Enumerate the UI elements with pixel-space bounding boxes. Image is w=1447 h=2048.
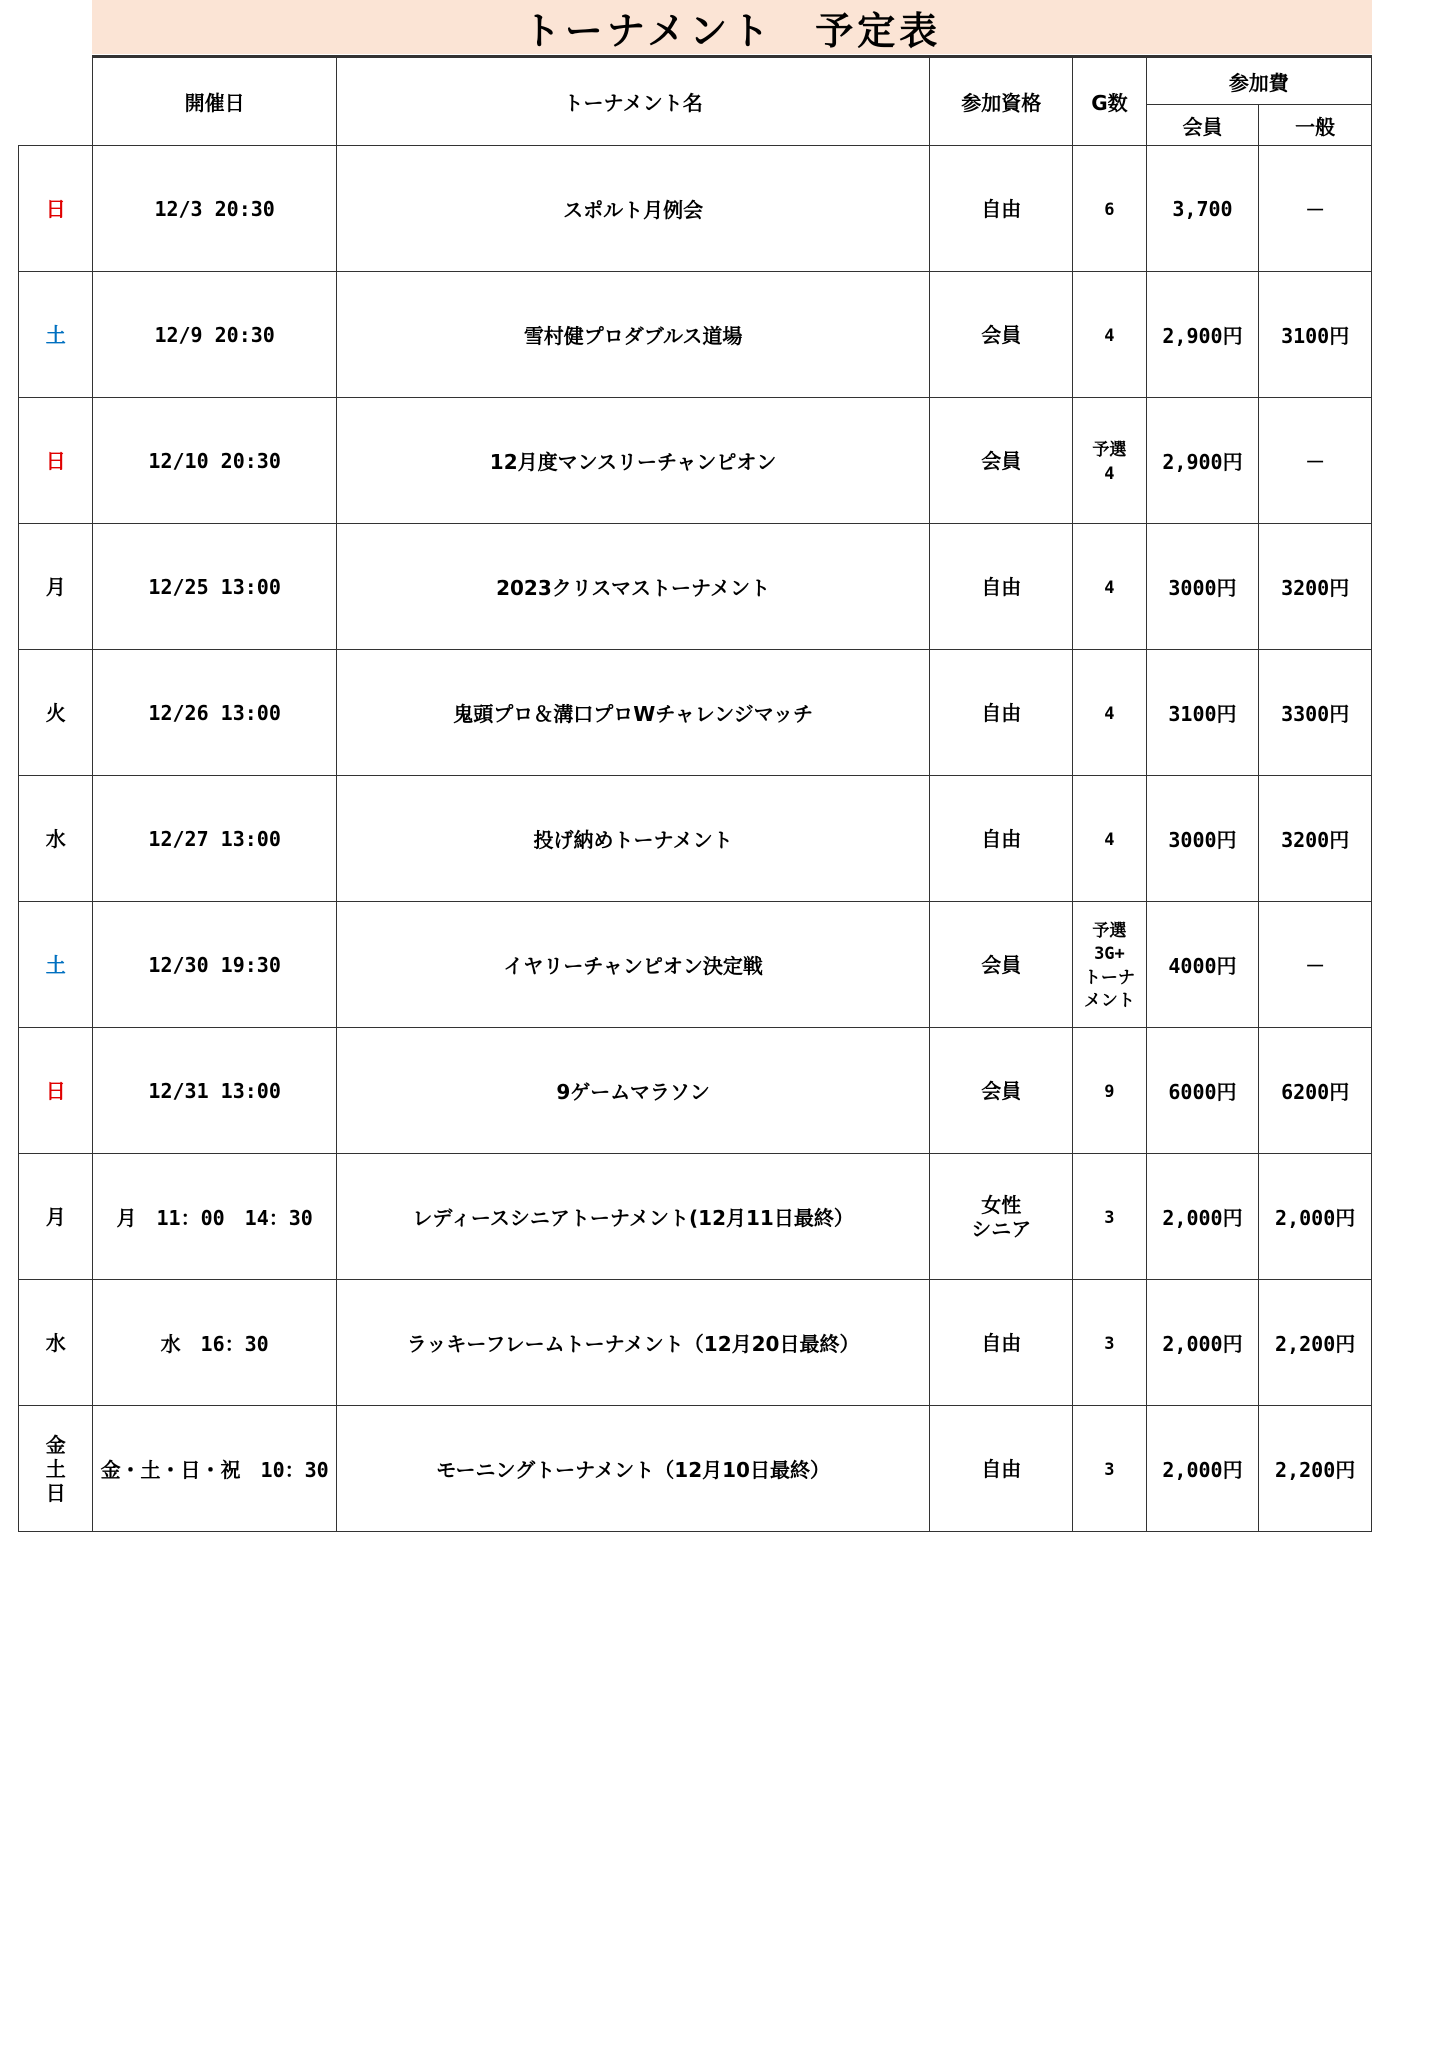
fee-member-cell [1146,1154,1259,1280]
fee-general-cell-text: － [1305,954,1326,978]
date-cell-text: 12/25 13:00 [148,574,281,599]
day-cell [19,776,93,902]
games-cell [1073,1028,1146,1154]
fee-general-cell [1259,902,1372,1028]
games-cell-text: 予選 3G+ トーナ メント [1083,920,1135,1011]
day-cell [19,1280,93,1406]
fee-general-cell [1259,524,1372,650]
date-cell-text: 12/3 20:30 [154,196,275,221]
date-cell-text: 12/9 20:30 [154,322,275,347]
fee-general-cell [1259,1028,1372,1154]
games-cell [1073,1154,1146,1280]
table-row [19,272,1372,398]
fee-general-cell [1259,650,1372,776]
fee-general-cell-text: － [1305,450,1326,474]
fee-general-cell [1259,398,1372,524]
day-cell-text: 月 [45,574,66,599]
tournament-name-cell-text: レディースシニアトーナメント(12月11日最終） [412,1206,854,1230]
fee-general-cell-text: 3200円 [1281,828,1350,852]
games-cell [1073,902,1146,1028]
date-cell-text: 12/30 19:30 [148,952,281,977]
date-cell-text: 水 16：30 [160,1332,269,1356]
eligibility-cell [930,398,1073,524]
day-cell-text: 月 [45,1204,66,1229]
fee-member-cell-text: 2,000円 [1162,1206,1243,1230]
table-row [19,776,1372,902]
fee-general-cell [1259,146,1372,272]
eligibility-cell-text: 自由 [981,700,1022,725]
tournament-name-cell-text: 12月度マンスリーチャンピオン [489,450,777,474]
date-cell [93,1028,336,1154]
eligibility-cell [930,1280,1073,1406]
day-cell [19,1154,93,1280]
games-cell [1073,398,1146,524]
eligibility-cell [930,524,1073,650]
page-title: トーナメント 予定表 [522,8,942,53]
fee-general-cell-text: 2,200円 [1275,1332,1356,1356]
date-cell [93,1280,336,1406]
day-cell [19,1406,93,1532]
table-row [19,1280,1372,1406]
eligibility-cell [930,1406,1073,1532]
day-cell [19,524,93,650]
fee-member-cell [1146,776,1259,902]
schedule-body [19,146,1372,1532]
tournament-name-cell [336,272,930,398]
day-cell-text: 日 [45,196,66,221]
day-cell-text: 土 [45,322,66,347]
table-row [19,1028,1372,1154]
tournament-name-cell [336,902,930,1028]
fee-member-cell-text: 2,000円 [1162,1458,1243,1482]
tournament-name-cell [336,650,930,776]
date-cell-text: 12/27 13:00 [148,826,281,851]
header-blank [19,57,93,146]
fee-general-cell [1259,1154,1372,1280]
tournament-name-cell-text: ラッキーフレームトーナメント（12月20日最終） [406,1332,860,1356]
day-cell-text: 水 [45,826,66,851]
fee-member-cell-text: 3100円 [1168,702,1237,726]
title-banner [92,0,1372,54]
date-cell [93,1406,336,1532]
tournament-name-cell [336,398,930,524]
games-cell [1073,272,1146,398]
tournament-name-cell-text: モーニングトーナメント（12月10日最終） [436,1458,830,1482]
tournament-name-cell-text: スポルト月例会 [563,198,704,222]
eligibility-cell [930,272,1073,398]
date-cell [93,272,336,398]
eligibility-cell-text: 自由 [981,574,1022,599]
fee-general-cell-text: － [1305,198,1326,222]
tournament-name-cell [336,524,930,650]
date-cell [93,1154,336,1280]
games-cell-text: 予選 4 [1092,440,1127,484]
date-cell [93,524,336,650]
tournament-name-cell [336,1154,930,1280]
games-cell [1073,650,1146,776]
header-games: G数 [1073,57,1146,146]
eligibility-cell [930,902,1073,1028]
fee-general-cell [1259,272,1372,398]
date-cell-text: 12/31 13:00 [148,1078,281,1103]
fee-general-cell [1259,776,1372,902]
fee-member-cell-text: 2,000円 [1162,1332,1243,1356]
table-row [19,650,1372,776]
games-cell-text: 4 [1104,325,1115,346]
eligibility-cell-text: 女性 シニア [971,1192,1032,1241]
eligibility-cell [930,1154,1073,1280]
fee-member-cell-text: 3,700 [1172,196,1233,221]
fee-member-cell [1146,398,1259,524]
fee-member-cell-text: 2,900円 [1162,450,1243,474]
day-cell-text: 水 [45,1330,66,1355]
eligibility-cell [930,1028,1073,1154]
tournament-schedule-table [18,55,1372,1532]
day-cell-text: 日 [45,1078,66,1103]
date-cell [93,902,336,1028]
games-cell [1073,1280,1146,1406]
eligibility-cell-text: 会員 [981,952,1022,977]
date-cell-text: 金・土・日・祝 10：30 [100,1458,329,1482]
tournament-name-cell [336,146,930,272]
day-cell-text: 火 [45,700,66,725]
date-cell-text: 12/10 20:30 [148,448,281,473]
fee-member-cell [1146,902,1259,1028]
eligibility-cell-text: 自由 [981,1330,1022,1355]
games-cell [1073,776,1146,902]
day-cell-text: 日 [45,448,66,473]
day-cell [19,272,93,398]
day-cell-text: 土 [45,952,66,977]
header-fee-member: 会員 [1146,105,1259,146]
games-cell-text: 4 [1104,577,1115,598]
games-cell [1073,1406,1146,1532]
tournament-name-cell [336,1028,930,1154]
fee-member-cell-text: 3000円 [1168,576,1237,600]
table-row [19,398,1372,524]
fee-general-cell [1259,1406,1372,1532]
games-cell-text: 4 [1104,829,1115,850]
fee-member-cell-text: 6000円 [1168,1080,1237,1104]
fee-general-cell-text: 3300円 [1281,702,1350,726]
games-cell-text: 3 [1104,1333,1115,1354]
header-eligibility: 参加資格 [930,57,1073,146]
date-cell-text: 月 11：00 14：30 [116,1206,313,1230]
fee-member-cell-text: 4000円 [1168,954,1237,978]
fee-member-cell [1146,1280,1259,1406]
games-cell [1073,146,1146,272]
header-name: トーナメント名 [336,57,930,146]
table-row [19,524,1372,650]
day-cell [19,650,93,776]
fee-general-cell-text: 3200円 [1281,576,1350,600]
tournament-name-cell-text: 鬼頭プロ＆溝口プロWチャレンジマッチ [453,702,813,726]
fee-member-cell-text: 3000円 [1168,828,1237,852]
fee-member-cell [1146,272,1259,398]
fee-general-cell [1259,1280,1372,1406]
tournament-name-cell-text: 2023クリスマストーナメント [496,576,771,600]
day-cell [19,398,93,524]
tournament-name-cell-text: 9ゲームマラソン [556,1080,710,1104]
games-cell-text: 9 [1104,1081,1115,1102]
fee-member-cell [1146,1028,1259,1154]
games-cell-text: 3 [1104,1207,1115,1228]
header-fee: 参加費 [1146,57,1371,105]
games-cell-text: 4 [1104,703,1115,724]
fee-member-cell [1146,1406,1259,1532]
games-cell [1073,524,1146,650]
games-cell-text: 6 [1104,199,1115,220]
date-cell [93,776,336,902]
eligibility-cell [930,650,1073,776]
eligibility-cell [930,776,1073,902]
date-cell [93,398,336,524]
tournament-name-cell-text: イヤリーチャンピオン決定戦 [503,954,763,978]
header-fee-general: 一般 [1259,105,1372,146]
tournament-name-cell [336,1280,930,1406]
eligibility-cell-text: 自由 [981,196,1022,221]
fee-member-cell [1146,650,1259,776]
date-cell-text: 12/26 13:00 [148,700,281,725]
fee-general-cell-text: 3100円 [1281,324,1350,348]
games-cell-text: 3 [1104,1459,1115,1480]
table-row [19,1154,1372,1280]
tournament-name-cell-text: 投げ納めトーナメント [533,828,733,852]
eligibility-cell-text: 自由 [981,826,1022,851]
tournament-name-cell-text: 雪村健プロダブルス道場 [523,324,743,348]
fee-member-cell-text: 2,900円 [1162,324,1243,348]
day-cell-text: 金 土 日 [45,1432,66,1505]
fee-member-cell [1146,146,1259,272]
date-cell [93,650,336,776]
table-row [19,902,1372,1028]
tournament-name-cell [336,776,930,902]
eligibility-cell [930,146,1073,272]
fee-general-cell-text: 2,000円 [1275,1206,1356,1230]
day-cell [19,146,93,272]
fee-general-cell-text: 6200円 [1281,1080,1350,1104]
eligibility-cell-text: 会員 [981,1078,1022,1103]
table-row [19,146,1372,272]
tournament-name-cell [336,1406,930,1532]
fee-general-cell-text: 2,200円 [1275,1458,1356,1482]
table-row [19,1406,1372,1532]
eligibility-cell-text: 自由 [981,1456,1022,1481]
eligibility-cell-text: 会員 [981,322,1022,347]
day-cell [19,902,93,1028]
eligibility-cell-text: 会員 [981,448,1022,473]
fee-member-cell [1146,524,1259,650]
header-date: 開催日 [93,57,336,146]
date-cell [93,146,336,272]
day-cell [19,1028,93,1154]
